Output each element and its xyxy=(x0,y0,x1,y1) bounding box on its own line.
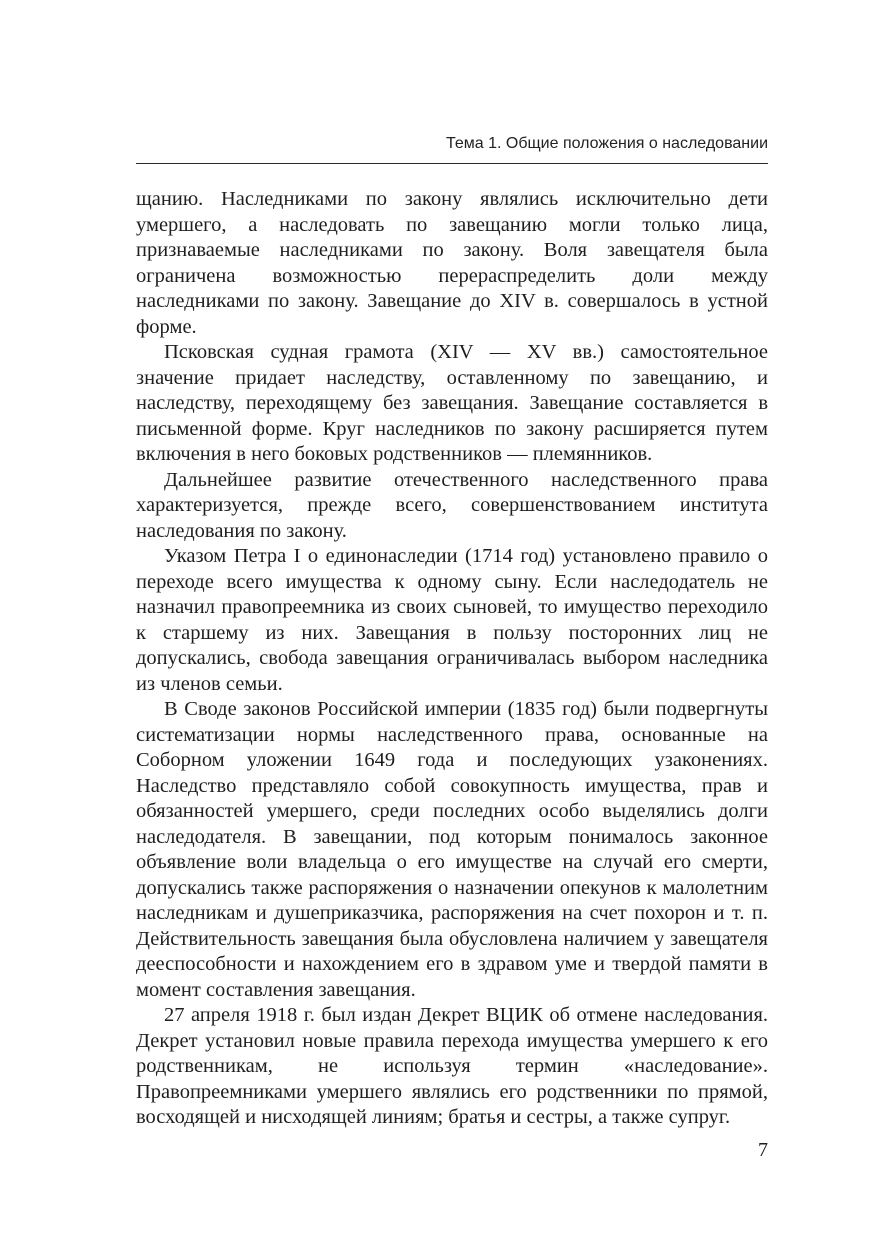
paragraph: Указом Петра I о единонаследии (1714 год) установлено правило о переходе всего имущества к одному сыну. Если наследодатель не назначил правопреемника из своих сыновей, то имущество переходило к старшему из них. Завещания в пользу посторонних лиц не допускались, свобода завещания ограничивалась выбором наследника из членов семьи. xyxy=(136,545,768,695)
header-rule xyxy=(136,163,768,164)
paragraph: Псковская судная грамота (XIV — XV вв.) самостоятельное значение придает наследству, оставленному по завещанию, и наследству, переходящему без завещания. Завещание составляется в письменной форме. Круг наследников по закону расширяется путем включения в него боковых родственников — племянников. xyxy=(136,341,768,465)
paragraph: В Своде законов Российской империи (1835 год) были подвергнуты систематизации нормы наследственного права, основанные на Соборном уложении 1649 года и последующих узаконениях. Наследство представляло собой совокупность имущества, прав и обязанностей умершего, среди последних особо выделялись долги наследодателя. В завещании, под которым понималось законное объявление воли владельца о его имуществе на случай его смерти, допускались также распоряжения о назначении опекунов к малолетним наследникам и душеприказчика, распоряжения на счет похорон и т. п. Действительность завещания была обусловлена наличием у завещателя дееспособности и нахождением его в здравом уме и твердой памяти в момент составления завещания. xyxy=(136,698,768,1001)
paragraph-continued: щанию. Наследниками по закону являлись исключительно дети умершего, а наследовать по завещанию могли только лица, признаваемые наследниками по закону. Воля завещателя была ограничена возможностью перераспределить доли между наследниками по закону. Завещание до XIV в. совершалось в устной форме. xyxy=(136,188,768,338)
paragraph: 27 апреля 1918 г. был издан Декрет ВЦИК об отмене наследования. Декрет установил новые правила перехода имущества умершего к его родственникам, не используя термин «наследование». Правопреемниками умершего являлись его родственники по прямой, восходящей и нисходящей линиям; братья и сестры, а также супруг. xyxy=(136,1004,768,1128)
body-text xyxy=(136,187,768,1131)
page-number: 7 xyxy=(758,1139,768,1161)
running-header: Тема 1. Общие положения о наследовании xyxy=(445,135,768,152)
paragraph: Дальнейшее развитие отечественного наследственного права характеризуется, прежде всего, совершенствованием института наследования по закону. xyxy=(136,468,768,542)
